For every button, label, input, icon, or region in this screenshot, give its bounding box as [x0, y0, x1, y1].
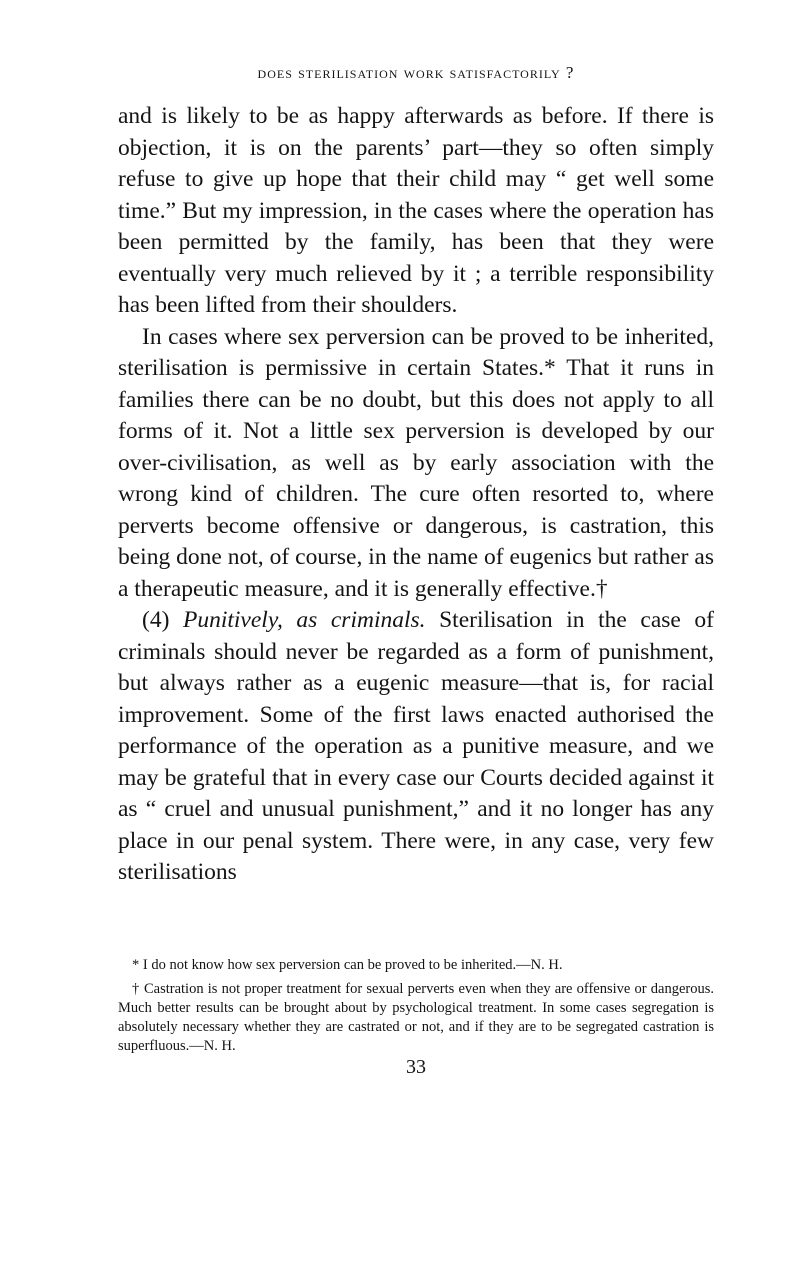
section-number: (4): [142, 607, 183, 633]
footnote-asterisk: * I do not know how sex perversion can be proved to be inherited.—N. H.: [132, 957, 563, 973]
page-number: 33: [406, 1056, 426, 1078]
body-text: [118, 101, 714, 889]
paragraph-punitively-text: Sterilisation in the case of criminals should never be regarded as a form of punishment, but always rather as a eugenic measure—that is, for racial improvement. Some of the first laws enacted authorised the performance of the operation as a punitive measure, and we may be grateful that in every case our Courts decided against it as “ cruel and unusual punishment,” and it no longer has any place in our penal system. There were, in any case, very few sterilisations: [118, 607, 714, 885]
section-heading-italic: Punitively, as criminals.: [182, 607, 426, 633]
running-head: does sterilisation work satisfactorily ?: [257, 63, 575, 82]
footnotes: [118, 956, 714, 1056]
paragraph-punitively: [118, 605, 714, 889]
footnote-dagger: † Castration is not proper treatment for sexual perverts even when they are offensive or dangerous. Much better results can be brought about by psychological treatment. In some cases segregation is absolutely necessary whether they are castrated or not, and if they are to be segregated castration is superfluous.—N. H.: [118, 981, 714, 1054]
paragraph-sex-perversion: In cases where sex perversion can be proved to be inherited, sterilisation is permissive in certain States.* That it runs in families there can be no doubt, but this does not apply to all forms of it. Not a little sex perversion is developed by our over-civilisation, as well as by early association with the wrong kind of children. The cure often resorted to, where perverts become offensive or dangerous, is castration, this being done not, of course, in the name of eugenics but rather as a therapeutic measure, and it is generally effective.†: [118, 323, 714, 602]
paragraph-continuation: and is likely to be as happy afterwards as before. If there is objection, it is on the parents’ part—they so often simply refuse to give up hope that their child may “ get well some time.” But my impression, in the cases where the operation has been permitted by the family, has been that they were eventually very much relieved by it ; a terrible responsibility has been lifted from their shoulders.: [118, 103, 714, 318]
